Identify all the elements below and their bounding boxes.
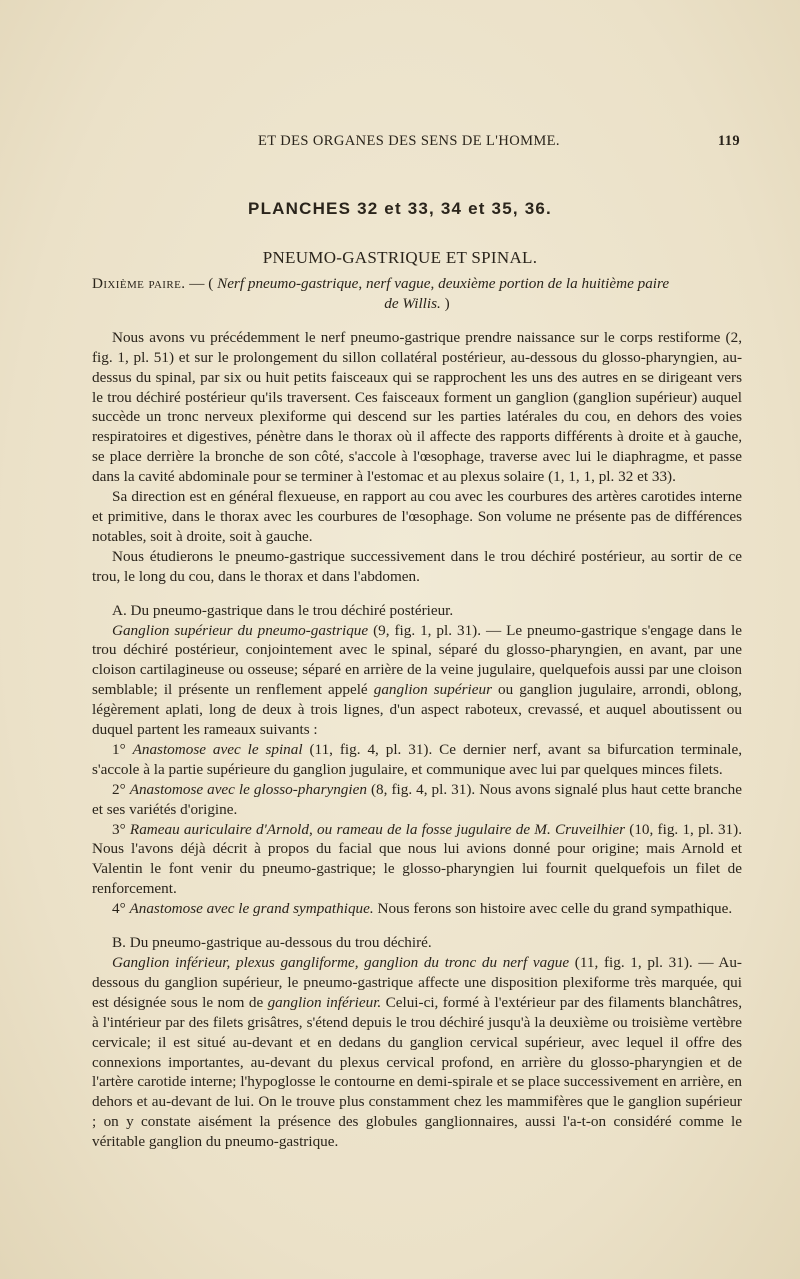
section-a-ganglion-italic: Ganglion supérieur du pneumo-gastrique: [112, 621, 369, 639]
item-4-text: Nous ferons son histoire avec celle du grand sympathique.: [373, 900, 733, 918]
section-b-text-1: (11, fig. 1, pl. 31). — Au-dessous du ganglion supérieur, le pneumo-gastrique affecte une disposition plexiforme très marquée, qui est désignée sous le nom de: [92, 954, 742, 1011]
section-a-heading: A. Du pneumo-gastrique dans le trou déchiré postérieur.: [112, 601, 454, 619]
item-1-text: (11, fig. 4, pl. 31). Ce dernier nerf, avant sa bifurcation terminale, s'accole à la partie supérieure du ganglion jugulaire, et communique avec lui par quelques minces filets.: [92, 740, 743, 778]
running-head: [90, 133, 740, 153]
intro-italic-3: deuxième portion de la huitième paire: [438, 275, 670, 292]
item-3-sep: ,: [308, 820, 318, 838]
section-a-item-2: [92, 780, 742, 820]
item-3-number: 3°: [112, 820, 130, 838]
item-3-italic: Rameau auriculaire d'Arnold: [129, 820, 309, 838]
section-a-item-3: [92, 820, 742, 900]
item-3-text: (10, fig. 1, pl. 31). Nous l'avons déjà décrit à propos du facial que nous lui avions donné pour origine; mais Arnold et Valentin le font venir du pneumo-gastrique; le glosso-pharyngien lui fournit quelquefois un filet de renforcement.: [92, 820, 742, 898]
running-head-title: ET DES ORGANES DES SENS DE L'HOMME.: [258, 133, 560, 149]
plates-heading: PLANCHES 32 et 33, 34 et 35, 36.: [248, 199, 552, 218]
intro-italic-2: nerf vague: [365, 275, 431, 292]
intro-sep-1: ,: [358, 275, 366, 292]
item-4-number: 4°: [112, 900, 130, 918]
section-a-ganglion-text-2: ou ganglion jugulaire, arrondi, oblong, légèrement aplati, long de deux à trois lignes, d'un aspect raboteux, crevassé, et auquel aboutissent ou duquel partent les rameaux suivants :: [92, 681, 742, 739]
section-a-item-4: [92, 899, 742, 919]
section-b-italic-1: Ganglion inférieur, plexus gangliforme, ganglion du tronc du nerf vague: [112, 954, 570, 971]
item-2-text: (8, fig. 4, pl. 31). Nous avons signalé plus haut cette branche et ses variétés d'origine.: [92, 780, 742, 818]
section-b-paragraph: [92, 953, 742, 1152]
item-4-italic: Anastomose avec le grand sympathique.: [129, 900, 374, 918]
section-b-heading: B. Du pneumo-gastrique au-dessous du trou déchiré.: [112, 934, 432, 952]
intro-line: [92, 274, 742, 294]
section-b-text-2: Celui-ci, formé à l'extérieur par des filaments blanchâtres, à l'intérieur par des filets grisâtres, s'étend depuis le trou déchiré jusqu'à la deuxième ou troisième vertèbre cervicale; il est situé au-devant et en dedans du ganglion cervical supérieur, avec lequel il offre des connexions importantes, au-devant du plexus cervical profond, en arrière du glosso-pharyngien et de l'artère carotide interne; l'hypoglosse le contourne en demi-spirale et se place successivement en arrière, en dehors et au-devant de lui. On le trouve plus constamment chez les mammifères que le ganglion supérieur ; on y constate aisément la présence des globules ganglionnaires, aussi l'a-t-on considéré comme le véritable ganglion du pneumo-gastrique.: [92, 993, 743, 1151]
body-text: [92, 274, 742, 1152]
item-2-italic: Anastomose avec le glosso-pharyngien: [129, 780, 367, 798]
intro-label: Dixième paire.: [92, 275, 186, 292]
section-a-ganglion-text-1: (9, fig. 1, pl. 31). — Le pneumo-gastrique s'engage dans le trou déchiré postérieur, conjointement avec le spinal, séparé du glosso-pharyngien, en avant, par une cloison cartilagineuse ou osseuse; séparé en arrière de la veine jugulaire, quelquefois aussi par une cloison semblable; il présente un renflement appelé: [92, 621, 742, 699]
page-number: 119: [717, 133, 740, 149]
intro-italic-1: Nerf pneumo-gastrique: [217, 275, 359, 292]
intro-sep-2: ,: [430, 275, 439, 292]
intro-line2-close: ): [440, 294, 450, 312]
section-a-item-1: [92, 740, 742, 780]
paragraph-3: Nous étudierons le pneumo-gastrique successivement dans le trou déchiré postérieur, au sortir de ce trou, le long du cou, dans le thorax et dans l'abdomen.: [92, 547, 742, 585]
item-2-number: 2°: [112, 780, 130, 798]
intro-line-2: [92, 294, 742, 314]
section-a-ganglion-italic-2: ganglion supérieur: [373, 681, 492, 699]
paragraph-2: Sa direction est en général flexueuse, en rapport au cou avec les courbures des artères carotides interne et primitive, dans le thorax avec les courbures de l'œsophage. Son volume ne présente pas de différences notables, soit à droite, soit à gauche.: [92, 488, 742, 545]
section-b-italic-2: ganglion inférieur.: [267, 993, 382, 1011]
item-3-italic-2: ou rameau de la fosse jugulaire de M. Cruveilhier: [317, 820, 626, 838]
intro-dash: — (: [185, 275, 218, 292]
section-title: PNEUMO-GASTRIQUE ET SPINAL.: [262, 248, 538, 267]
item-1-number: 1°: [112, 740, 133, 758]
paragraph-1: Nous avons vu précédemment le nerf pneumo-gastrique prendre naissance sur le corps restiforme (2, fig. 1, pl. 51) et sur le prolongement du sillon collatéral postérieur, au-dessous du glosso-pharyngien, au-dessus du spinal, par six ou huit petits faisceaux qui se rapprochent les uns des autres en se dirigeant vers le trou déchiré postérieur qu'ils traversent. Ces faisceaux forment un ganglion (ganglion supérieur) auquel succède un tronc nerveux plexiforme qui descend sur les parties latérales du cou, en dehors des voies respiratoires et digestives, pénètre dans le thorax où il affecte des rapports différents à droite et à gauche, se place derrière la bronche de son côté, s'accole à l'œsophage, traverse avec lui le diaphragme, et passe dans la cavité abdominale pour se terminer à l'estomac et au plexus solaire (1, 1, 1, pl. 32 et 33).: [92, 328, 742, 486]
section-a-ganglion: [92, 621, 742, 740]
intro-line2-italic: de Willis.: [384, 294, 441, 312]
item-1-italic: Anastomose avec le spinal: [132, 740, 303, 758]
